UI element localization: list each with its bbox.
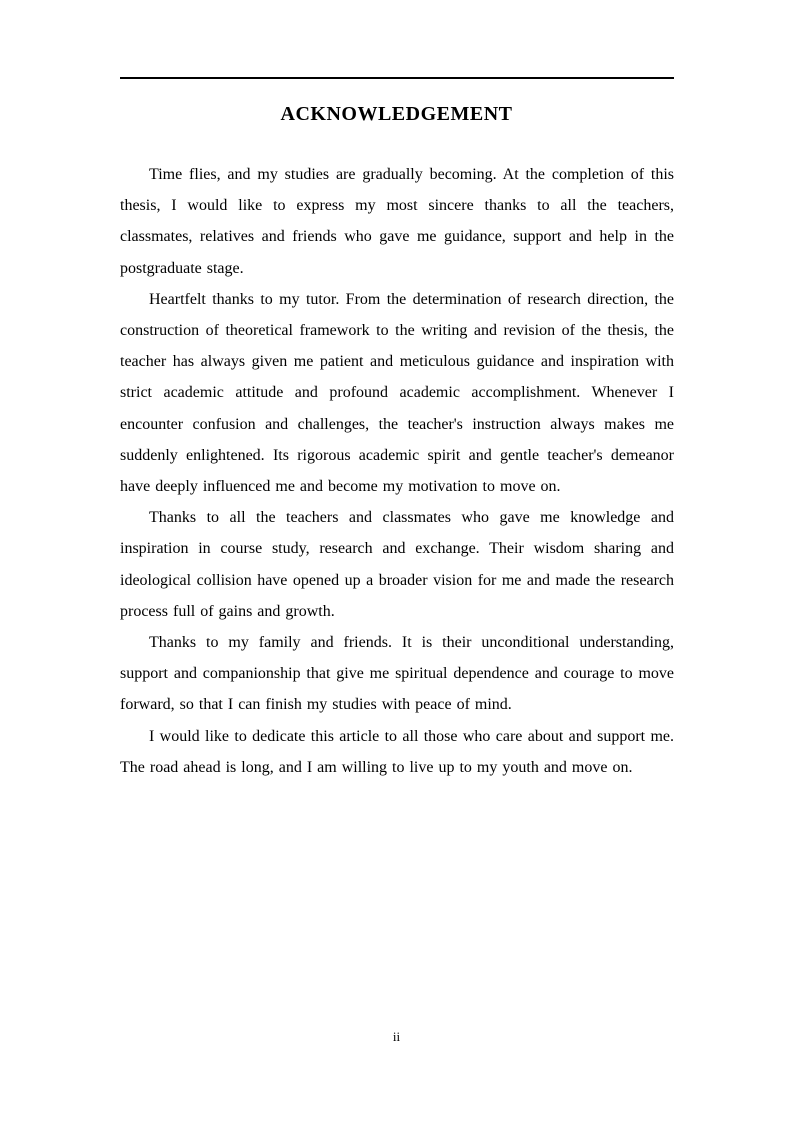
header-rule (120, 77, 674, 79)
page-title: ACKNOWLEDGEMENT (280, 103, 513, 125)
paragraph-dedication: I would like to dedicate this article to all those who care about and support me. The road ahead is long, and I am willing to live up to my youth and move on. (120, 727, 674, 776)
paragraph-teachers-classmates-thanks: Thanks to all the teachers and classmates who gave me knowledge and inspiration in course study, research and exchange. Their wisdom sharing and ideological collision have opened up a broader vision for me and made the research process full of gains and growth. (120, 509, 674, 620)
acknowledgement-body (120, 159, 674, 783)
page-number: ii (392, 1029, 401, 1044)
paragraph-opening: Time flies, and my studies are gradually becoming. At the completion of this thesis, I would like to express my most sincere thanks to all the teachers, classmates, relatives and friends who gave me guidance, support and help in the postgraduate stage. (120, 166, 674, 277)
paragraph-family-friends-thanks: Thanks to my family and friends. It is their unconditional understanding, support and companionship that give me spiritual dependence and courage to move forward, so that I can finish my studies with peace of mind. (120, 634, 674, 714)
paragraph-tutor-thanks: Heartfelt thanks to my tutor. From the determination of research direction, the construction of theoretical framework to the writing and revision of the thesis, the teacher has always given me patient and meticulous guidance and inspiration with strict academic attitude and profound academic accomplishment. Whenever I encounter confusion and challenges, the teacher's instruction always makes me suddenly enlightened. Its rigorous academic spirit and gentle teacher's demeanor have deeply influenced me and become my motivation to move on. (120, 290, 674, 496)
